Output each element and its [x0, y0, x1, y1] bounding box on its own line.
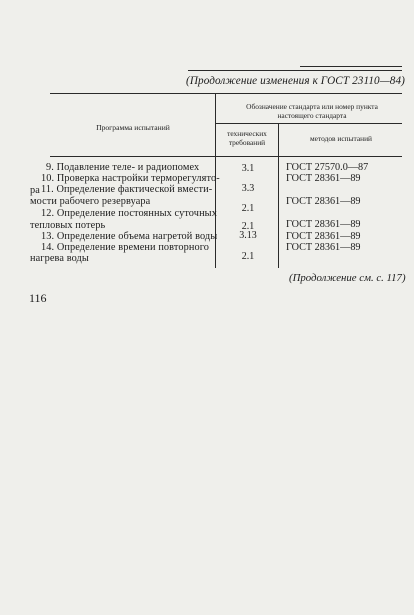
row-9-method: ГОСТ 27570.0—87	[286, 162, 369, 173]
column-header-methods: методов испытаний	[310, 134, 372, 143]
row-10-program-line-1: 10. Проверка настройки терморегулято-	[41, 173, 220, 184]
row-13-method: ГОСТ 28361—89	[286, 231, 361, 242]
row-11-requirement: 2.1	[241, 203, 255, 214]
row-12-program-line-2: тепловых потерь	[30, 220, 106, 231]
table-subheader-rule	[215, 123, 402, 124]
row-11-program-line-1: 11. Определение фактической вмести-	[41, 184, 213, 195]
row-13-requirement: 3.13	[239, 230, 257, 241]
row-10-program-line-2: ра	[30, 185, 40, 196]
column-header-program: Программа испытаний	[96, 123, 170, 132]
continuation-header: (Продолжение изменения к ГОСТ 23110—84)	[186, 75, 405, 87]
row-14-program-line-1: 14. Определение времени повторного	[41, 242, 210, 253]
table-top-rule	[50, 93, 402, 94]
column-header-technical: технических требований	[227, 129, 267, 147]
row-12-method: ГОСТ 28361—89	[286, 219, 361, 230]
row-12-program-line-1: 12. Определение постоянных суточных	[41, 208, 217, 219]
row-12-requirement: 2.1	[241, 221, 255, 232]
row-13-program: 13. Определение объема нагретой воды	[41, 231, 218, 242]
top-rule-short	[300, 66, 402, 67]
row-9-requirement: 3.1	[241, 163, 255, 174]
table-header-bottom-rule	[50, 156, 402, 157]
table-divider-columns	[278, 123, 279, 268]
top-rule-long	[188, 70, 402, 71]
page-number: 116	[29, 291, 47, 305]
row-11-program-line-2: мости рабочего резервуара	[30, 196, 151, 207]
row-14-requirement: 2.1	[241, 251, 255, 262]
row-9-program: 9. Подавление теле- и радиопомех	[46, 162, 200, 173]
column-header-designation: Обозначение стандарта или номер пункта настоящего стандарта	[246, 102, 378, 120]
row-14-method: ГОСТ 28361—89	[286, 242, 361, 253]
row-11-method: ГОСТ 28361—89	[286, 196, 361, 207]
footer-continuation: (Продолжение см. с. 117)	[289, 272, 406, 284]
row-10-method: ГОСТ 28361—89	[286, 173, 361, 184]
row-10-requirement: 3.3	[241, 183, 255, 194]
row-14-program-line-2: нагрева воды	[30, 253, 89, 264]
